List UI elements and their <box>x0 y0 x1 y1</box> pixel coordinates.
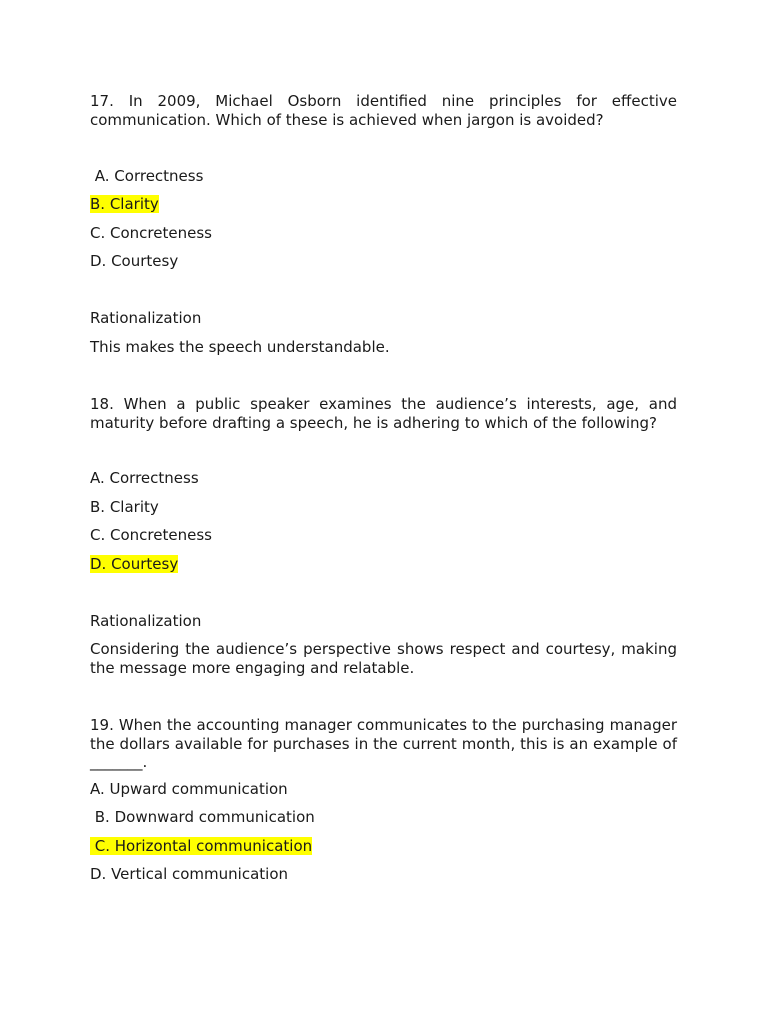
q18-rationalization-heading: Rationalization <box>90 612 202 630</box>
option-label: C. Concreteness <box>90 224 212 242</box>
question-17-text: 17. In 2009, Michael Osborn identified nine principles for effective communication. Which of these is achieved when jargon is avoided? <box>90 92 677 129</box>
q17-option-c <box>90 224 677 243</box>
q17-option-a <box>90 167 677 186</box>
question-19-text: 19. When the accounting manager communicates to the purchasing manager the dollars available for purchases in the current month, this is an example of _______. <box>90 716 677 771</box>
q18-rationalization-text: Considering the audience’s perspective shows respect and courtesy, making the message more engaging and relatable. <box>90 640 677 677</box>
q19-option-a <box>90 780 677 799</box>
q18-option-b <box>90 498 677 517</box>
q19-option-c-answer <box>90 837 677 856</box>
option-label: D. Vertical communication <box>90 865 289 883</box>
option-label: A. Correctness <box>90 469 199 487</box>
q18-option-a <box>90 469 677 488</box>
q19-option-d <box>90 865 677 884</box>
highlighted-answer: C. Horizontal communication <box>90 837 313 855</box>
option-label: B. Clarity <box>90 498 159 516</box>
q18-option-d-answer <box>90 555 677 574</box>
q19-option-b <box>90 808 677 827</box>
option-label: A. Upward communication <box>90 780 288 798</box>
q18-option-c <box>90 526 677 545</box>
option-label: C. Concreteness <box>90 526 212 544</box>
q17-option-b-answer <box>90 195 677 214</box>
q17-rationalization-text: This makes the speech understandable. <box>90 338 390 356</box>
option-label: B. Downward communication <box>90 808 315 826</box>
highlighted-answer: B. Clarity <box>90 195 159 213</box>
option-label: A. Correctness <box>90 167 204 185</box>
question-18-text: 18. When a public speaker examines the audience’s interests, age, and maturity before drafting a speech, he is adhering to which of the following? <box>90 395 677 432</box>
q17-option-d <box>90 252 677 271</box>
q17-rationalization-heading: Rationalization <box>90 309 202 327</box>
highlighted-answer: D. Courtesy <box>90 555 179 573</box>
option-label: D. Courtesy <box>90 252 179 270</box>
